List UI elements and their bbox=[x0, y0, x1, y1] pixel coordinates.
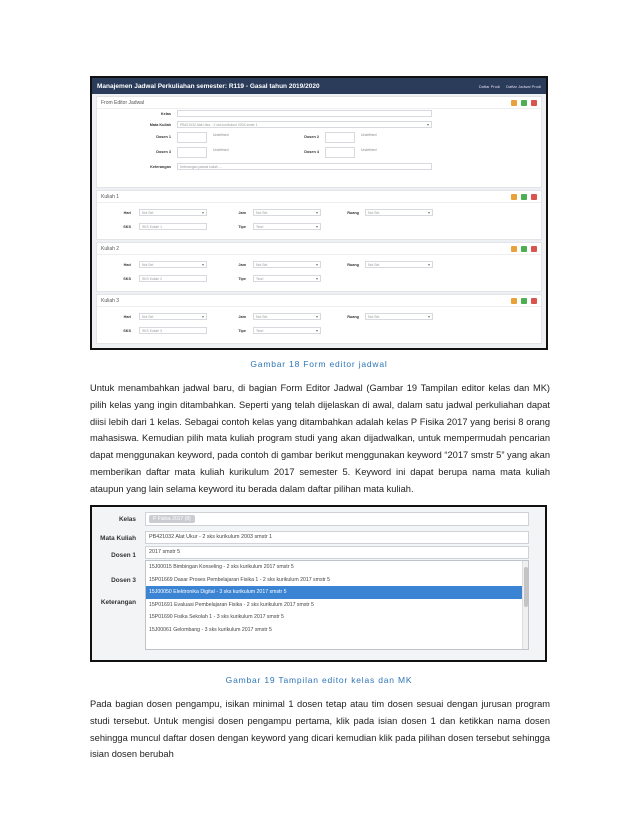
kelas-tag[interactable]: P Fisika 2017 (8) bbox=[149, 515, 195, 523]
hari-label: Hari bbox=[123, 211, 131, 215]
mata-kuliah-select[interactable] bbox=[145, 531, 529, 544]
sks-label: SKS bbox=[123, 277, 131, 281]
kuliah-1-panel bbox=[96, 190, 542, 240]
jam-select[interactable]: Not Set ▾ bbox=[253, 313, 321, 320]
panel-tools bbox=[511, 246, 537, 252]
undo-icon[interactable] bbox=[531, 194, 537, 200]
form-editor-heading: From Editor Jadwal bbox=[97, 97, 541, 109]
hari-label: Hari bbox=[123, 315, 131, 319]
dosen2-label: Dosen 2 bbox=[304, 135, 319, 139]
dosen1-value: Undefined bbox=[213, 133, 229, 137]
jam-select[interactable]: Not Set ▾ bbox=[253, 209, 321, 216]
kuliah-2-panel bbox=[96, 242, 542, 292]
undo-icon[interactable] bbox=[531, 100, 537, 106]
tipe-label: Tipe bbox=[238, 225, 246, 229]
ruang-select[interactable]: Not Set ▾ bbox=[365, 209, 433, 216]
dosen2-value: Undefined bbox=[361, 133, 377, 137]
save-icon[interactable] bbox=[521, 246, 527, 252]
hari-select[interactable]: Not Set ▾ bbox=[139, 261, 207, 268]
kuliah-1-heading: Kuliah 1 bbox=[97, 191, 541, 203]
kelas-label: Kelas bbox=[160, 112, 171, 116]
panel-tools bbox=[511, 298, 537, 304]
jam-label: Jam bbox=[238, 315, 246, 319]
mata-kuliah-dropdown[interactable] bbox=[145, 560, 529, 650]
kuliah-2-heading: Kuliah 2 bbox=[97, 243, 541, 255]
jam-select[interactable]: Not Set ▾ bbox=[253, 261, 321, 268]
keterangan-label: Keterangan bbox=[150, 165, 171, 169]
dropdown-option-highlighted[interactable]: 15J00050 Elektronika Digital - 3 sks kurikulum 2017 smstr 5 bbox=[146, 586, 528, 599]
ruang-select[interactable]: Not Set ▾ bbox=[365, 261, 433, 268]
dosen3-label: Dosen 3 bbox=[111, 577, 136, 584]
ruang-label: Ruang bbox=[347, 315, 359, 319]
edit-icon[interactable] bbox=[511, 194, 517, 200]
search-value: 2017 smstr 5 bbox=[149, 549, 181, 555]
page-title: Manajemen Jadwal Perkuliahan semester: R119 - Gasal tahun 2019/2020 bbox=[97, 82, 320, 90]
daftar-jadwal-prodi-link[interactable]: Daftar Jadwal Prodi bbox=[506, 83, 541, 89]
hari-select[interactable]: Not Set ▾ bbox=[139, 209, 207, 216]
hari-select[interactable]: Not Set ▾ bbox=[139, 313, 207, 320]
save-icon[interactable] bbox=[521, 194, 527, 200]
ruang-label: Ruang bbox=[347, 263, 359, 267]
dosen1-label: Dosen 1 bbox=[111, 552, 136, 559]
paragraph-2: Pada bagian dosen pengampu, isikan minimal 1 dosen tetap atau tim dosen sesuai dengan jurusan program studi tersebut. Untuk mengisi dosen pengampu pertama, klik pada isian dosen 1 dan ketikkan nama dosen sehingga muncul daftar dosen dengan keyword yang dicari kemudian klik pada pilihan dosen tersebut sehingga isian dosen berubah bbox=[90, 699, 550, 760]
save-icon[interactable] bbox=[521, 298, 527, 304]
header-links bbox=[479, 84, 541, 89]
jam-label: Jam bbox=[238, 211, 246, 215]
keterangan-input[interactable]: Keterangan jadwal kuliah ... bbox=[177, 163, 432, 170]
dosen1-label: Dosen 1 bbox=[156, 135, 171, 139]
panel-tools bbox=[511, 194, 537, 200]
tipe-select[interactable]: Teori ▾ bbox=[253, 223, 321, 230]
dropdown-option[interactable]: 15P01669 Dasar Proses Pembelajaran Fisika 1 - 2 sks kurikulum 2017 smstr 5 bbox=[149, 576, 331, 583]
ruang-select[interactable]: Not Set ▾ bbox=[365, 313, 433, 320]
edit-icon[interactable] bbox=[511, 246, 517, 252]
dropdown-option[interactable]: 15J00015 Bimbingan Konseling - 2 sks kurikulum 2017 smstr 5 bbox=[149, 564, 294, 570]
sks-input[interactable]: SKS Kuliah 1 bbox=[139, 223, 207, 230]
ruang-label: Ruang bbox=[347, 211, 359, 215]
kelas-multiselect[interactable] bbox=[145, 512, 529, 526]
tipe-label: Tipe bbox=[238, 277, 246, 281]
dosen4-value: Undefined bbox=[361, 148, 377, 152]
mata-kuliah-label: Mata Kuliah bbox=[149, 123, 171, 127]
dosen3-value: Undefined bbox=[213, 148, 229, 152]
kelas-input[interactable] bbox=[177, 110, 432, 117]
sks-label: SKS bbox=[123, 329, 131, 333]
undo-icon[interactable] bbox=[531, 298, 537, 304]
daftar-prodi-link[interactable]: Daftar Prodi bbox=[478, 83, 501, 89]
kelas-mk-editor-screenshot bbox=[90, 505, 547, 662]
figure-18-caption: Gambar 18 Form editor jadwal bbox=[250, 359, 388, 369]
tipe-label: Tipe bbox=[238, 329, 246, 333]
mata-kuliah-select[interactable]: PB421032 Alat Ukur - 2 sks kurikulum 2003 smstr 1 ▾ bbox=[177, 121, 432, 128]
app-header bbox=[92, 78, 546, 94]
paragraph-1: Untuk menambahkan jadwal baru, di bagian Form Editor Jadwal (Gambar 19 Tampilan editor kelas dan MK) pilih kelas yang ingin ditambahkan. Seperti yang telah dijelaskan di awal, dalam satu jadwal perkuliahan dapat diisi lebih dari 1 kelas. Sebagai contoh kelas yang ditambahkan adalah kelas P Fisika 2017 yang berisi 8 orang mahasiswa. Kemudian pilih mata kuliah program studi yang akan dijadwalkan, untuk mempermudah pencarian dapat menggunakan keyword, pada contoh di gambar berikut menggunakan keyword “2017 smstr 5” yang akan memberikan daftar mata kuliah kurikulum 2017 semester 5. Keyword ini dapat berupa nama mata kuliah ataupun yang lain selama keyword itu berada dalam daftar pilihan mata kuliah. bbox=[90, 383, 550, 494]
scrollbar-thumb[interactable] bbox=[524, 567, 528, 607]
mata-kuliah-search-input[interactable] bbox=[145, 546, 529, 559]
dosen1-input[interactable] bbox=[177, 132, 207, 143]
dropdown-scrollbar[interactable] bbox=[522, 561, 528, 649]
dropdown-option[interactable]: 15J00061 Gelombang - 3 sks kurikulum 2017 smstr 5 bbox=[149, 626, 272, 633]
hari-label: Hari bbox=[123, 263, 131, 267]
editor-screenshot bbox=[90, 76, 548, 350]
kuliah-3-panel bbox=[96, 294, 542, 344]
dosen3-label: Dosen 3 bbox=[156, 150, 171, 154]
keterangan-label: Keterangan bbox=[100, 599, 136, 606]
save-icon[interactable] bbox=[521, 100, 527, 106]
edit-icon[interactable] bbox=[511, 100, 517, 106]
dosen2-input[interactable] bbox=[325, 132, 355, 143]
edit-icon[interactable] bbox=[511, 298, 517, 304]
dosen4-label: Dosen 4 bbox=[304, 150, 319, 154]
sks-label: SKS bbox=[123, 225, 131, 229]
dosen4-input[interactable] bbox=[325, 147, 355, 158]
mata-kuliah-value: PB421032 Alat Ukur - 2 sks kurikulum 2003 smstr 1 bbox=[149, 534, 273, 540]
undo-icon[interactable] bbox=[531, 246, 537, 252]
sks-input[interactable]: SKS Kuliah 3 bbox=[139, 327, 207, 334]
dropdown-option[interactable]: 15P01691 Evaluasi Pembelajaran Fisika - 2 sks kurikulum 2017 smstr 5 bbox=[149, 601, 314, 608]
dosen3-input[interactable] bbox=[177, 147, 207, 158]
tipe-select[interactable]: Teori ▾ bbox=[253, 275, 321, 282]
sks-input[interactable]: SKS Kuliah 2 bbox=[139, 275, 207, 282]
mata-kuliah-label: Mata Kuliah bbox=[100, 535, 136, 542]
kuliah-3-heading: Kuliah 3 bbox=[97, 295, 541, 307]
form-editor-panel bbox=[96, 96, 542, 188]
tipe-select[interactable]: Teori ▾ bbox=[253, 327, 321, 334]
jam-label: Jam bbox=[238, 263, 246, 267]
figure-19-caption: Gambar 19 Tampilan editor kelas dan MK bbox=[225, 675, 413, 685]
dropdown-option[interactable]: 15P01690 Fisika Sekolah 1 - 3 sks kurikulum 2017 smstr 5 bbox=[149, 614, 284, 621]
kelas-label: Kelas bbox=[118, 516, 136, 523]
panel-tools bbox=[511, 100, 537, 106]
